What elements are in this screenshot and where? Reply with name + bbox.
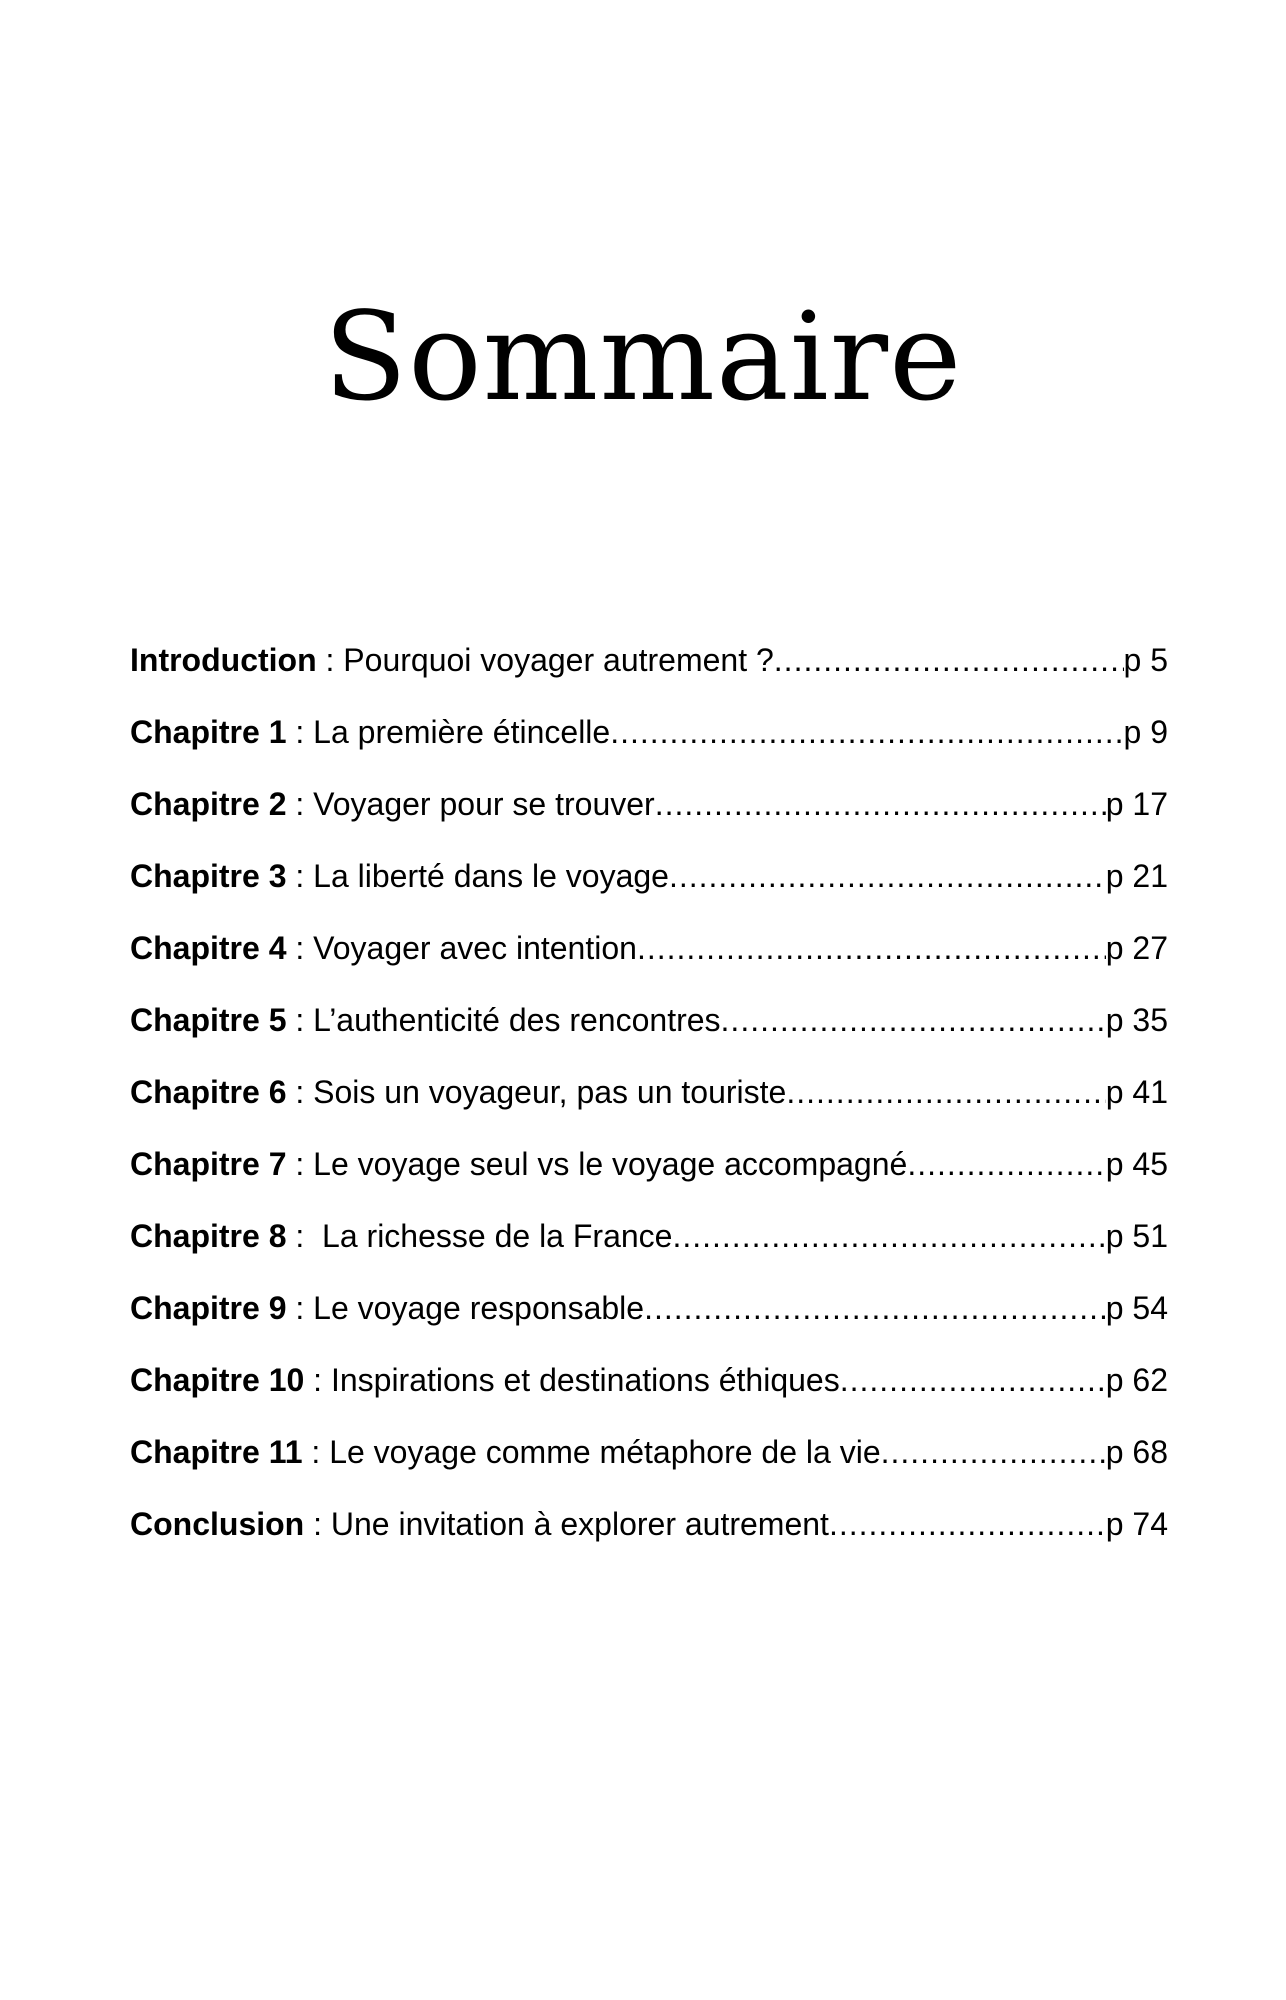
- entry-separator: :: [304, 1362, 331, 1398]
- entry-separator: :: [316, 642, 344, 678]
- entry-label: Chapitre 2: [130, 786, 287, 822]
- entry-separator: :: [286, 930, 314, 966]
- entry-label: Chapitre 7: [130, 1146, 287, 1182]
- entry-page-number: p 74: [1105, 1506, 1168, 1542]
- entry-title: La liberté dans le voyage: [313, 858, 669, 894]
- dot-leader: [610, 712, 1123, 752]
- toc-entry-chapitre-1: [130, 712, 1168, 784]
- entry-label: Chapitre 5: [130, 1002, 287, 1038]
- dot-leader: [655, 784, 1106, 824]
- toc-entry-chapitre-9: [130, 1288, 1168, 1360]
- entry-label: Conclusion: [130, 1506, 305, 1542]
- toc-entry-chapitre-5: [130, 1000, 1168, 1072]
- entry-title: La richesse de la France: [322, 1218, 673, 1254]
- entry-page-number: p 17: [1105, 786, 1168, 822]
- entry-title: Sois un voyageur, pas un touriste: [313, 1074, 787, 1110]
- toc-entry-chapitre-4: [130, 928, 1168, 1000]
- toc-entry-chapitre-2: [130, 784, 1168, 856]
- entry-page-number: p 41: [1105, 1074, 1168, 1110]
- toc-entry-introduction: [130, 640, 1168, 712]
- entry-label: Chapitre 9: [130, 1290, 287, 1326]
- entry-title: L’authenticité des rencontres: [313, 1002, 721, 1038]
- entry-label: Chapitre 8: [130, 1218, 287, 1254]
- toc-entry-chapitre-6: [130, 1072, 1168, 1144]
- entry-page-number: p 45: [1105, 1146, 1168, 1182]
- entry-title: La première étincelle: [313, 714, 611, 750]
- entry-title: Voyager avec intention: [313, 930, 637, 966]
- entry-page-number: p 68: [1105, 1434, 1168, 1470]
- toc-entry-chapitre-8: [130, 1216, 1168, 1288]
- dot-leader: [721, 1000, 1106, 1040]
- entry-title: Le voyage seul vs le voyage accompagné: [313, 1146, 908, 1182]
- entry-page-number: p 35: [1105, 1002, 1168, 1038]
- entry-page-number: p 9: [1123, 714, 1168, 750]
- entry-label: Chapitre 6: [130, 1074, 287, 1110]
- entry-separator: :: [286, 1290, 314, 1326]
- dot-leader: [881, 1432, 1106, 1472]
- entry-page-number: p 54: [1105, 1290, 1168, 1326]
- dot-leader: [644, 1288, 1106, 1328]
- entry-page-number: p 62: [1105, 1362, 1168, 1398]
- entry-separator: :: [286, 1218, 323, 1254]
- entry-separator: :: [286, 1002, 314, 1038]
- entry-separator: :: [302, 1434, 330, 1470]
- entry-label: Chapitre 1: [130, 714, 287, 750]
- entry-label: Chapitre 4: [130, 930, 287, 966]
- dot-leader: [829, 1504, 1106, 1544]
- toc-entry-chapitre-10: [130, 1360, 1168, 1432]
- dot-leader: [774, 640, 1124, 680]
- toc-entry-chapitre-7: [130, 1144, 1168, 1216]
- dot-leader: [786, 1072, 1105, 1112]
- entry-title: Voyager pour se trouver: [313, 786, 655, 822]
- table-of-contents: [130, 640, 1168, 1576]
- entry-page-number: p 5: [1123, 642, 1168, 678]
- entry-page-number: p 27: [1105, 930, 1168, 966]
- entry-label: Introduction: [130, 642, 317, 678]
- dot-leader: [672, 1216, 1105, 1256]
- entry-title: Une invitation à explorer autrement: [330, 1506, 829, 1542]
- toc-entry-conclusion: [130, 1504, 1168, 1576]
- dot-leader: [907, 1144, 1105, 1184]
- entry-separator: :: [286, 714, 314, 750]
- toc-entry-chapitre-11: [130, 1432, 1168, 1504]
- entry-title: Le voyage responsable: [313, 1290, 645, 1326]
- entry-page-number: p 21: [1105, 858, 1168, 894]
- dot-leader: [669, 856, 1106, 896]
- entry-separator: :: [304, 1506, 331, 1542]
- page-title: Sommaire: [323, 286, 963, 428]
- entry-title: Le voyage comme métaphore de la vie: [329, 1434, 881, 1470]
- entry-separator: :: [286, 1074, 314, 1110]
- toc-entry-chapitre-3: [130, 856, 1168, 928]
- entry-label: Chapitre 11: [130, 1434, 303, 1470]
- entry-label: Chapitre 3: [130, 858, 287, 894]
- entry-separator: :: [286, 858, 314, 894]
- entry-separator: :: [286, 786, 314, 822]
- entry-label: Chapitre 10: [130, 1362, 305, 1398]
- entry-page-number: p 51: [1105, 1218, 1168, 1254]
- dot-leader: [840, 1360, 1106, 1400]
- entry-title: Inspirations et destinations éthiques: [330, 1362, 840, 1398]
- entry-title: Pourquoi voyager autrement ?: [343, 642, 774, 678]
- dot-leader: [637, 928, 1106, 968]
- entry-separator: :: [286, 1146, 314, 1182]
